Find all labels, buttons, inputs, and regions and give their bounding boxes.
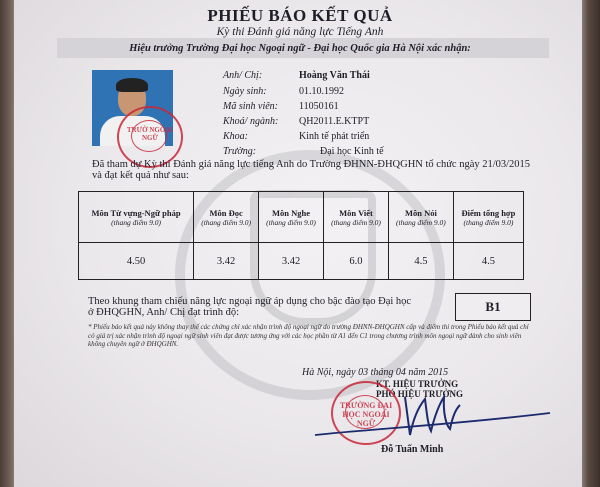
intro-text: Đã tham dự Kỳ thi Đánh giá năng lực tiếng Anh do Trường ĐHNN-ĐHQGHN tổ chức ngày 21/03/2015 và đạt kết quả như sau: — [92, 159, 531, 181]
framework-text: Theo khung tham chiếu năng lực ngoại ngữ áp dụng cho bậc đào tạo Đại học ở ĐHQGHN, Anh/ Chị đạt trình độ: — [88, 296, 412, 318]
signatory-subtitle: PHÓ HIỆU TRƯỞNG — [376, 389, 464, 399]
score-header-speaking: Môn Nói (thang điểm 9.0) — [388, 192, 453, 243]
photo-stamp-text: TRƯỜ NGOẠI NGỮ — [126, 126, 174, 142]
signatory-title: KT. HIỆU TRƯỞNG — [376, 379, 459, 389]
footnote: * Phiếu báo kết quả này không thay thế các chứng chỉ xác nhận trình độ ngoại ngữ do trường ĐHNN-ĐHQGHN cấp và điểm thi trong Phiếu báo kết quả chỉ có giá trị xác nhận trình độ ngoại ngữ sinh viên đạt được tương ứng với các học phần từ A1 đến C1 trong chương trình môn ngoại ngữ dành cho sinh viên không chuyên ngữ ở ĐHQGHN. — [88, 323, 529, 348]
issue-date: Hà Nội, ngày 03 tháng 04 năm 2015 — [302, 367, 449, 378]
score-value-overall: 4.5 — [453, 243, 523, 280]
score-value-grammar: 4.50 — [79, 243, 194, 280]
field-value-course: QH2011.E.KTPT — [299, 116, 370, 127]
score-value-listening: 3.42 — [259, 243, 324, 280]
score-value-reading: 3.42 — [194, 243, 259, 280]
score-header-writing: Môn Viết (thang điểm 9.0) — [324, 192, 389, 243]
score-value-writing: 6.0 — [324, 243, 389, 280]
field-value-faculty: Kinh tế phát triển — [299, 131, 370, 142]
score-header-grammar: Môn Từ vựng-Ngữ pháp (thang điểm 9.0) — [79, 192, 194, 243]
document-subtitle: Kỳ thi Đánh giá năng lực Tiếng Anh — [216, 26, 384, 38]
field-value-school: Đại học Kinh tế — [320, 146, 384, 157]
official-stamp-text: TRƯỜNG ĐẠI HỌC NGOẠI NGỮ — [339, 401, 393, 428]
field-label-student-id: Mã sinh viên: — [223, 101, 278, 112]
field-value-student-id: 11050161 — [299, 101, 339, 112]
field-value-name: Hoàng Văn Thái — [299, 70, 370, 81]
score-header-reading: Môn Đọc (thang điểm 9.0) — [194, 192, 259, 243]
scores-table — [78, 191, 524, 280]
document-title: PHIẾU BÁO KẾT QUẢ — [207, 6, 393, 25]
score-header-overall: Điểm tổng hợp (thang điểm 9.0) — [453, 192, 523, 243]
confirmation-text: Hiệu trưởng Trường Đại học Ngoại ngữ - Đại học Quốc gia Hà Nội xác nhận: — [129, 43, 471, 54]
field-value-dob: 01.10.1992 — [299, 86, 344, 97]
handwritten-signature — [310, 385, 555, 445]
field-label-school: Trường: — [223, 146, 257, 157]
signer-name: Đỗ Tuấn Minh — [381, 444, 444, 455]
field-label-faculty: Khoa: — [223, 131, 248, 142]
field-label-course: Khoá/ ngành: — [223, 116, 279, 127]
score-value-speaking: 4.5 — [388, 243, 453, 280]
level-result: B1 — [455, 293, 531, 321]
score-header-listening: Môn Nghe (thang điểm 9.0) — [259, 192, 324, 243]
field-label-name: Anh/ Chị: — [223, 70, 263, 81]
field-label-dob: Ngày sinh: — [223, 86, 267, 97]
